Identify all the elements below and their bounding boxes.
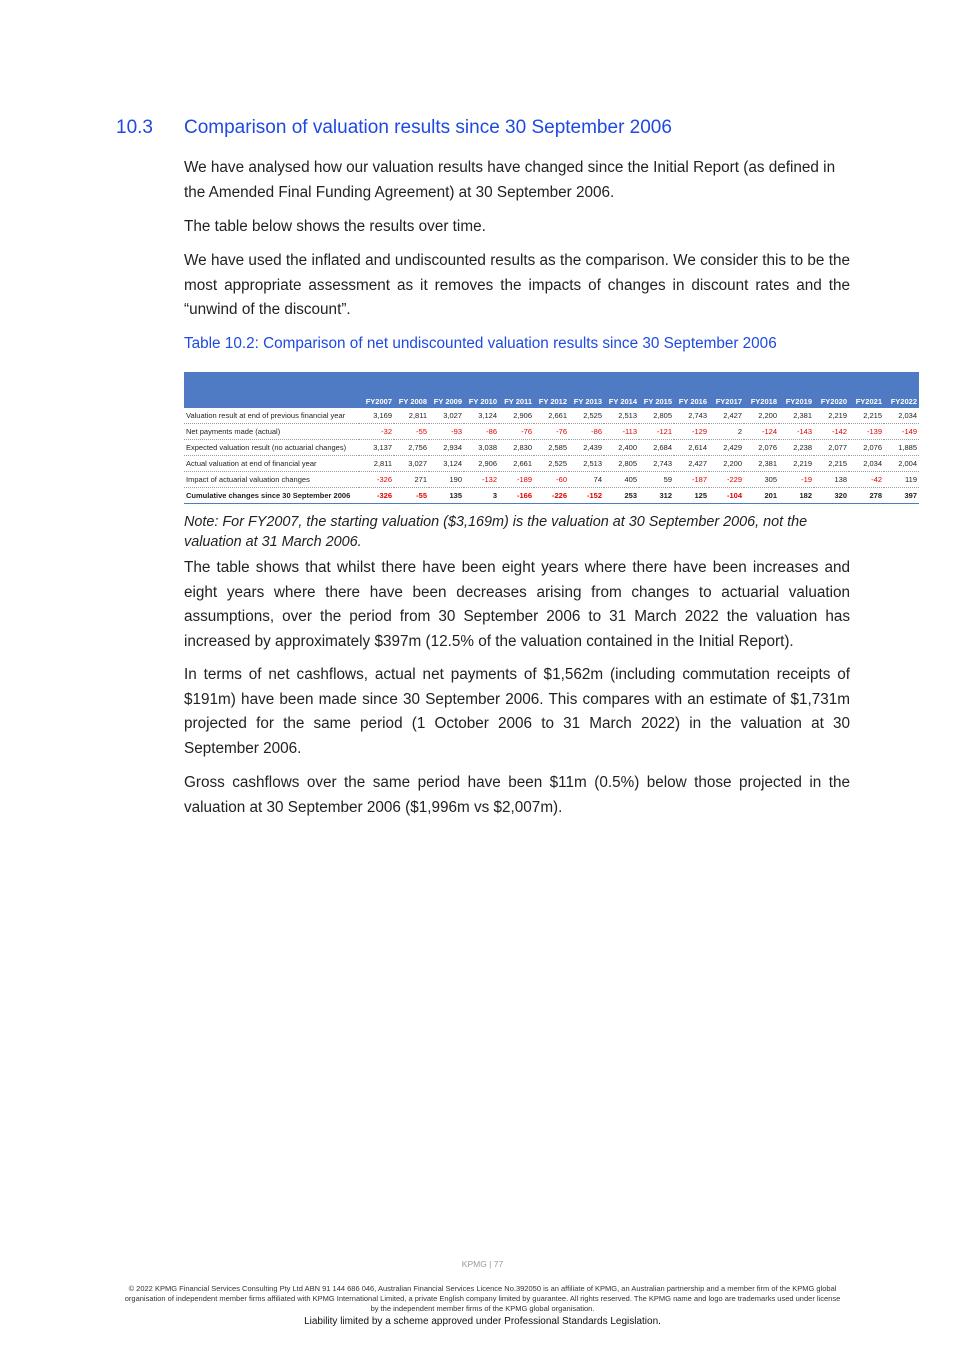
table-cell: 2,811 bbox=[359, 456, 394, 472]
table-cell: 2,934 bbox=[429, 440, 464, 456]
table-cell: 3,027 bbox=[429, 408, 464, 424]
header-label-cell bbox=[184, 372, 359, 408]
table-cell: 2,004 bbox=[884, 456, 919, 472]
table-cell: 59 bbox=[639, 472, 674, 488]
table-cell: 320 bbox=[814, 488, 849, 504]
table-cell: 3,124 bbox=[464, 408, 499, 424]
table-cell: -121 bbox=[639, 424, 674, 440]
basis-paragraph: We have used the inflated and undiscounted results as the comparison. We consider this to be the most appropriate assessment as it removes the impacts of changes in discount rates and the “unwind of the discount”. bbox=[184, 252, 850, 318]
copyright-notice: © 2022 KPMG Financial Services Consulting Pty Ltd ABN 91 144 686 046, Australian Financial Services Licence No.392050 is an affiliate of KPMG, an Australian partnership and a member firm of the KPMG global organisation of independent member firms affiliated with KPMG International Limited, a private English company limited by guarantee. All rights reserved. The KPMG name and logo are trademarks used under license by the independent member firms of the KPMG global organisation. bbox=[124, 1284, 841, 1313]
column-header: FY2021 bbox=[849, 372, 884, 408]
table-cell: -326 bbox=[359, 488, 394, 504]
table-cell: 190 bbox=[429, 472, 464, 488]
table-cell: 201 bbox=[744, 488, 779, 504]
table-cell: -76 bbox=[499, 424, 534, 440]
table-cell: -42 bbox=[849, 472, 884, 488]
table-cell: -55 bbox=[394, 424, 429, 440]
column-header: FY2019 bbox=[779, 372, 814, 408]
table-cell: 2,684 bbox=[639, 440, 674, 456]
table-row bbox=[184, 472, 919, 488]
column-header: FY2018 bbox=[744, 372, 779, 408]
table-cell: 405 bbox=[604, 472, 639, 488]
table-row bbox=[184, 408, 919, 424]
table-cell: -152 bbox=[569, 488, 604, 504]
table-cell: 2,215 bbox=[849, 408, 884, 424]
table-cell: 312 bbox=[639, 488, 674, 504]
table-cell: 119 bbox=[884, 472, 919, 488]
table-cell: 2,381 bbox=[779, 408, 814, 424]
column-header: FY2020 bbox=[814, 372, 849, 408]
table-cell: 2,076 bbox=[744, 440, 779, 456]
analysis-paragraph: The table shows that whilst there have been eight years where there have been increases and eight years where there have been decreases arising from changes to actuarial valuation assumptions, over the period from 30 September 2006 to 31 March 2022 the valuation has increased by approximately $397m (12.5% of the valuation contained in the Initial Report). bbox=[184, 559, 850, 650]
table-cell: -166 bbox=[499, 488, 534, 504]
table-cell: -142 bbox=[814, 424, 849, 440]
table-cell: 271 bbox=[394, 472, 429, 488]
table-cell: 3,124 bbox=[429, 456, 464, 472]
table-cell: 2,439 bbox=[569, 440, 604, 456]
table-cell: 2,525 bbox=[569, 408, 604, 424]
table-cell: -60 bbox=[534, 472, 569, 488]
table-cell: 2,661 bbox=[499, 456, 534, 472]
table-cell: -76 bbox=[534, 424, 569, 440]
table-cell: 2,661 bbox=[534, 408, 569, 424]
table-intro-paragraph: The table below shows the results over time. bbox=[184, 218, 486, 235]
table-cell: 3,137 bbox=[359, 440, 394, 456]
table-cell: 2,805 bbox=[639, 408, 674, 424]
table-cell: 253 bbox=[604, 488, 639, 504]
section-heading bbox=[116, 116, 876, 140]
row-label: Valuation result at end of previous financial year bbox=[184, 408, 359, 424]
results-table-container bbox=[184, 372, 919, 504]
table-cell: 2,429 bbox=[709, 440, 744, 456]
gross-paragraph: Gross cashflows over the same period have been $11m (0.5%) below those projected in the valuation at 30 September 2006 ($1,996m vs $2,007m). bbox=[184, 774, 850, 816]
table-cell: -132 bbox=[464, 472, 499, 488]
table-cell: 138 bbox=[814, 472, 849, 488]
table-cell: 2,805 bbox=[604, 456, 639, 472]
table-cell: -189 bbox=[499, 472, 534, 488]
table-cell: 2,034 bbox=[884, 408, 919, 424]
table-cell: 3,169 bbox=[359, 408, 394, 424]
table-cell: -93 bbox=[429, 424, 464, 440]
table-cell: 2,906 bbox=[464, 456, 499, 472]
column-header: FY 2015 bbox=[639, 372, 674, 408]
table-cell: -19 bbox=[779, 472, 814, 488]
table-cell: 135 bbox=[429, 488, 464, 504]
table-cell: 2,200 bbox=[709, 456, 744, 472]
intro-paragraph: We have analysed how our valuation results have changed since the Initial Report (as defined in the Amended Final Funding Agreement) at 30 September 2006. bbox=[184, 159, 836, 201]
table-cell: 2,034 bbox=[849, 456, 884, 472]
column-header: FY2022 bbox=[884, 372, 919, 408]
table-caption: Table 10.2: Comparison of net undiscounted valuation results since 30 September 2006 bbox=[184, 335, 777, 352]
cashflows-paragraph: In terms of net cashflows, actual net payments of $1,562m (including commutation receipts of $191m) have been made since 30 September 2006. This compares with an estimate of $1,731m projected for the same period (1 October 2006 to 31 March 2022) in the valuation at 30 September 2006. bbox=[184, 666, 850, 757]
column-header: FY 2016 bbox=[674, 372, 709, 408]
table-row bbox=[184, 424, 919, 440]
table-row bbox=[184, 456, 919, 472]
row-label: Actual valuation at end of financial year bbox=[184, 456, 359, 472]
table-cell: 2,614 bbox=[674, 440, 709, 456]
table-cell: 2,427 bbox=[709, 408, 744, 424]
table-cell: 182 bbox=[779, 488, 814, 504]
column-header: FY 2009 bbox=[429, 372, 464, 408]
column-header: FY2017 bbox=[709, 372, 744, 408]
table-cell: 2,513 bbox=[604, 408, 639, 424]
column-header: FY 2011 bbox=[499, 372, 534, 408]
table-cell: 2,811 bbox=[394, 408, 429, 424]
table-cell: 2,525 bbox=[534, 456, 569, 472]
table-cell: 2,756 bbox=[394, 440, 429, 456]
table-note: Note: For FY2007, the starting valuation ($3,169m) is the valuation at 30 September 2006, not the valuation at 31 March 2006. bbox=[184, 514, 808, 550]
column-header: FY 2014 bbox=[604, 372, 639, 408]
table-cell: 2,219 bbox=[814, 408, 849, 424]
table-cell: -149 bbox=[884, 424, 919, 440]
column-header: FY 2008 bbox=[394, 372, 429, 408]
table-header-row bbox=[184, 372, 919, 408]
table-cell: -187 bbox=[674, 472, 709, 488]
table-cell: 2,427 bbox=[674, 456, 709, 472]
table-cell: 2,830 bbox=[499, 440, 534, 456]
table-cell: 2,513 bbox=[569, 456, 604, 472]
table-row bbox=[184, 488, 919, 504]
table-cell: 3 bbox=[464, 488, 499, 504]
table-cell: 2,906 bbox=[499, 408, 534, 424]
row-label: Net payments made (actual) bbox=[184, 424, 359, 440]
row-label: Impact of actuarial valuation changes bbox=[184, 472, 359, 488]
table-cell: 2 bbox=[709, 424, 744, 440]
table-cell: 397 bbox=[884, 488, 919, 504]
table-cell: 2,743 bbox=[639, 456, 674, 472]
table-cell: -326 bbox=[359, 472, 394, 488]
column-header: FY 2013 bbox=[569, 372, 604, 408]
table-cell: 2,200 bbox=[744, 408, 779, 424]
column-header: FY2007 bbox=[359, 372, 394, 408]
table-cell: 2,076 bbox=[849, 440, 884, 456]
table-cell: 2,215 bbox=[814, 456, 849, 472]
liability-notice: Liability limited by a scheme approved under Professional Standards Legislation. bbox=[304, 1316, 661, 1327]
table-cell: -124 bbox=[744, 424, 779, 440]
results-table bbox=[184, 372, 919, 504]
table-cell: 74 bbox=[569, 472, 604, 488]
table-cell: -86 bbox=[464, 424, 499, 440]
table-cell: 2,238 bbox=[779, 440, 814, 456]
table-cell: -226 bbox=[534, 488, 569, 504]
table-cell: -139 bbox=[849, 424, 884, 440]
column-header: FY 2012 bbox=[534, 372, 569, 408]
table-cell: 2,743 bbox=[674, 408, 709, 424]
row-label: Cumulative changes since 30 September 2006 bbox=[184, 488, 359, 504]
table-cell: -104 bbox=[709, 488, 744, 504]
table-cell: 278 bbox=[849, 488, 884, 504]
table-cell: 2,381 bbox=[744, 456, 779, 472]
table-cell: 2,077 bbox=[814, 440, 849, 456]
table-cell: -129 bbox=[674, 424, 709, 440]
table-cell: -143 bbox=[779, 424, 814, 440]
table-cell: 2,219 bbox=[779, 456, 814, 472]
row-label: Expected valuation result (no actuarial changes) bbox=[184, 440, 359, 456]
table-cell: -229 bbox=[709, 472, 744, 488]
table-cell: 3,038 bbox=[464, 440, 499, 456]
table-cell: -32 bbox=[359, 424, 394, 440]
table-cell: 2,400 bbox=[604, 440, 639, 456]
section-title: Comparison of valuation results since 30 September 2006 bbox=[184, 117, 672, 138]
table-cell: -55 bbox=[394, 488, 429, 504]
table-cell: 1,885 bbox=[884, 440, 919, 456]
table-cell: 305 bbox=[744, 472, 779, 488]
table-cell: 2,585 bbox=[534, 440, 569, 456]
page-number: KPMG | 77 bbox=[461, 1259, 504, 1269]
section-number: 10.3 bbox=[116, 117, 153, 138]
table-cell: 3,027 bbox=[394, 456, 429, 472]
table-cell: 125 bbox=[674, 488, 709, 504]
table-row bbox=[184, 440, 919, 456]
column-header: FY 2010 bbox=[464, 372, 499, 408]
table-cell: -86 bbox=[569, 424, 604, 440]
table-cell: -113 bbox=[604, 424, 639, 440]
table-body bbox=[184, 408, 919, 504]
